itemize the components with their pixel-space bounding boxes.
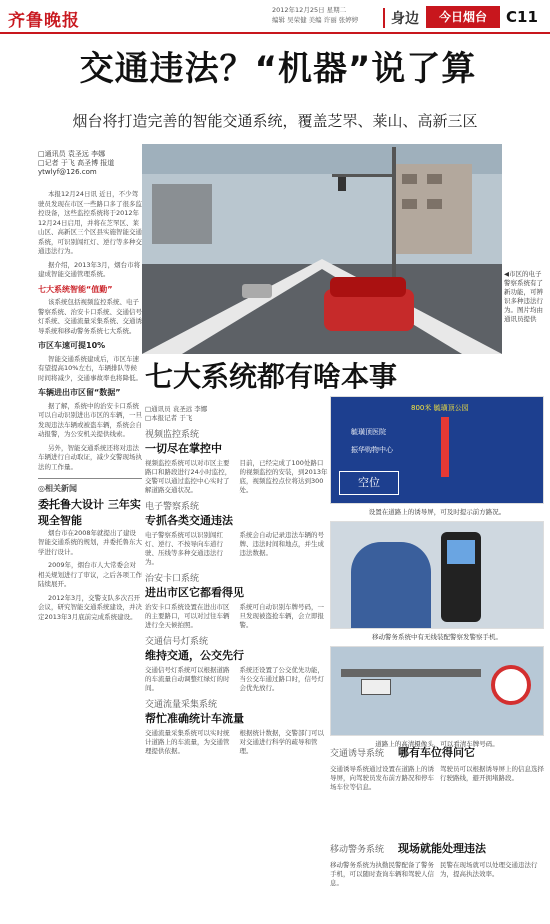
section-label: 身边: [383, 8, 419, 28]
editor-line: 编辑 吴荣健 美编 许丽 张婷婷: [272, 16, 359, 24]
subhead-seven-systems: 七大系统智能“值勤”: [38, 284, 113, 294]
section-mobile: 移动警务系统 现场就能处理违法 移动警务系统为执勤民警配备了警务手机，可以随时查询车辆和驾驶人信息。 民警在现场就可以处理交通违法行为，提高执法效率。: [330, 842, 538, 887]
related-news-title: 委托鲁大设计 三年实现全智能: [38, 497, 141, 527]
related-news: ◎相关新闻 委托鲁大设计 三年实现全智能 烟台市在2008年就提出了建设智能交通系统的规划，并委托鲁东大学进行设计。 2009年，烟台市人大常委会对相关规划进行了审议，之后各项工作陆续展开。 2012年3月，交警支队多次召开会议，研究智能交通系统建设，并决定2013年3月底前完成系统建设。: [38, 478, 142, 622]
feature-column: □通讯员 袁圣远 李娜 □本报记者 于飞 视频监控系统 一切尽在掌控中 视频监控系统可以对市区主要路口和路段进行24小时监控，交警可以通过监控中心实时了解道路交通状况。 目前，已经完成了100处路口的视频监控的安装，到2013年底，视频监控点位将达到300处。 电子警察系统 专抓各类交通违法 电子警察系统可以识别闯红灯、逆行、不按导向车道行驶、压线等多种交通违法行为。 系统会自动记录违法车辆的号牌、违法时间和地点，并生成违法数据。 治安卡口系统 进出市区它都看得见 治安卡口系统设置在进出市区的主要路口，可以对过往车辆进行全天候拍照。 系统可自动识别车牌号码，一旦发现被盗抢车辆，会立即报警。 交通信号灯系统 维持交通，公交先行 交通信号灯系统可以根据道路的车流量自动调整红绿灯的时间。 系统还设置了公交优先功能，当公交车通过路口时，信号灯会优先放行。 交通流量采集系统 帮忙准确统计车流量 交通流量采集系统可以实时统计道路上的车流量，为交通管理提供依据。 根据统计数据，交警部门可以对交通进行科学的疏导和管理。: [145, 405, 328, 755]
byline: □通讯员 袁圣远 李娜 □记者 于飞 高圣博 报道 ytwlyf@126.com: [38, 150, 115, 176]
page-number: C11: [506, 8, 538, 26]
section-guidance: 交通诱导系统 哪有车位得问它 交通诱导系统通过设置在道路上的诱导屏，向驾驶员发布前方路况和停车场车位等信息。 驾驶员可以根据诱导屏上的信息选择行驶路线，避开拥堵路段。: [330, 746, 544, 791]
subheadline: 烟台将打造完善的智能交通系统，覆盖芝罘、莱山、高新三区: [72, 112, 478, 130]
page-meta: [272, 5, 358, 25]
intersection-photo: [142, 144, 502, 354]
section-signal: 交通信号灯系统 维持交通，公交先行 交通信号灯系统可以根据道路的车流量自动调整红绿灯的时间。 系统还设置了公交优先功能，当公交车通过路口时，信号灯会优先放行。: [145, 637, 324, 692]
newspaper-logo: 齐鲁晚报: [8, 11, 80, 31]
section-e-police: 电子警察系统 专抓各类交通违法 电子警察系统可以识别闯红灯、逆行、不按导向车道行驶、压线等多种交通违法行为。 系统会自动记录违法车辆的号牌、违法时间和地点，并生成违法数据。: [145, 502, 324, 566]
section-video: 视频监控系统 一切尽在掌控中 视频监控系统可以对市区主要路口和路段进行24小时监控，交警可以通过监控中心实时了解道路交通状况。 目前，已经完成了100处路口的视频监控的安装，到2013年底，视频监控点位将达到300处。: [145, 430, 328, 494]
camera-photo: [330, 646, 544, 736]
police-phone-photo: [330, 521, 544, 629]
guidance-sign-photo: 800米 毓璜顶公园 毓璜顶医院 振华购物中心 空位: [330, 396, 544, 504]
main-article: 本报12月24日讯 近日，不少驾驶员发现在市区一些路口多了很多监控设备，这些监控系统将于2012年12月24日启用，并将在芝罘区、莱山区、高新区三个区县实施智能交通系统，可识别闯红灯、逆行等多种交通违法行为。 据介绍，2013年3月，烟台市将建成智能交通管理系统。 七大系统智能“值勤” 该系统包括视频监控系统、电子警察系统、治安卡口系统、交通信号灯系统、交通流量采集系统、交通诱导系统和移动警务系统七大系统。 市区车速可提10% 智能交通系统建成后，市区车速有望提高10%左右，车辆排队等候时间将减少，交通事故率也将降低。 车辆进出市区留“数据” 据了解，系统中的治安卡口系统可以自动识别进出市区的车辆，一旦发现违法车辆或被盗车辆，系统会自动报警，为公安机关提供线索。 另外，智能交通系统还将对违法车辆进行自动取证，减少交警现场执法的工作量。 ◎相关新闻 委托鲁大设计 三年实现全智能 烟台市在2008年就提出了建设智能交通系统的规划，并委托鲁东大学进行设计。 2009年，烟台市人大常委会对相关规划进行了审议，之后各项工作陆续展开。 2012年3月，交警支队多次召开会议，研究智能交通系统建设，并决定2013年3月底前完成系统建设。: [38, 190, 142, 621]
section-checkpoint: 治安卡口系统 进出市区它都看得见 治安卡口系统设置在进出市区的主要路口，可以对过往车辆进行全天候拍照。 系统可自动识别车牌号码，一旦发现被盗抢车辆，会立即报警。: [145, 574, 324, 629]
subhead-data: 车辆进出市区留“数据”: [38, 388, 121, 397]
page-header: [0, 0, 550, 34]
feature-title: 七大系统都有啥本事: [145, 360, 398, 393]
date-line: 2012年12月25日 星期二: [272, 6, 347, 14]
photo-panel: 800米 毓璜顶公园 毓璜顶医院 振华购物中心 空位 设置在道路上的诱导屏，可及时提示前方路况。 移动警务系统中有无线装配警察发警察手机。 道路上的高清摄像头，可以看清车牌号码。: [330, 396, 544, 753]
section-tag: 今日烟台: [426, 6, 500, 28]
subhead-speed: 市区车速可提10%: [38, 341, 106, 350]
photo-caption: ◀市区的电子警察系统有了新功能，可辨识多种违法行为。图片均由通讯员提供: [504, 270, 543, 323]
headline: 交通违法？“机器”说了算: [79, 49, 477, 89]
section-flow: 交通流量采集系统 帮忙准确统计车流量 交通流量采集系统可以实时统计道路上的车流量，为交通管理提供依据。 根据统计数据，交警部门可以对交通进行科学的疏导和管理。: [145, 700, 324, 755]
